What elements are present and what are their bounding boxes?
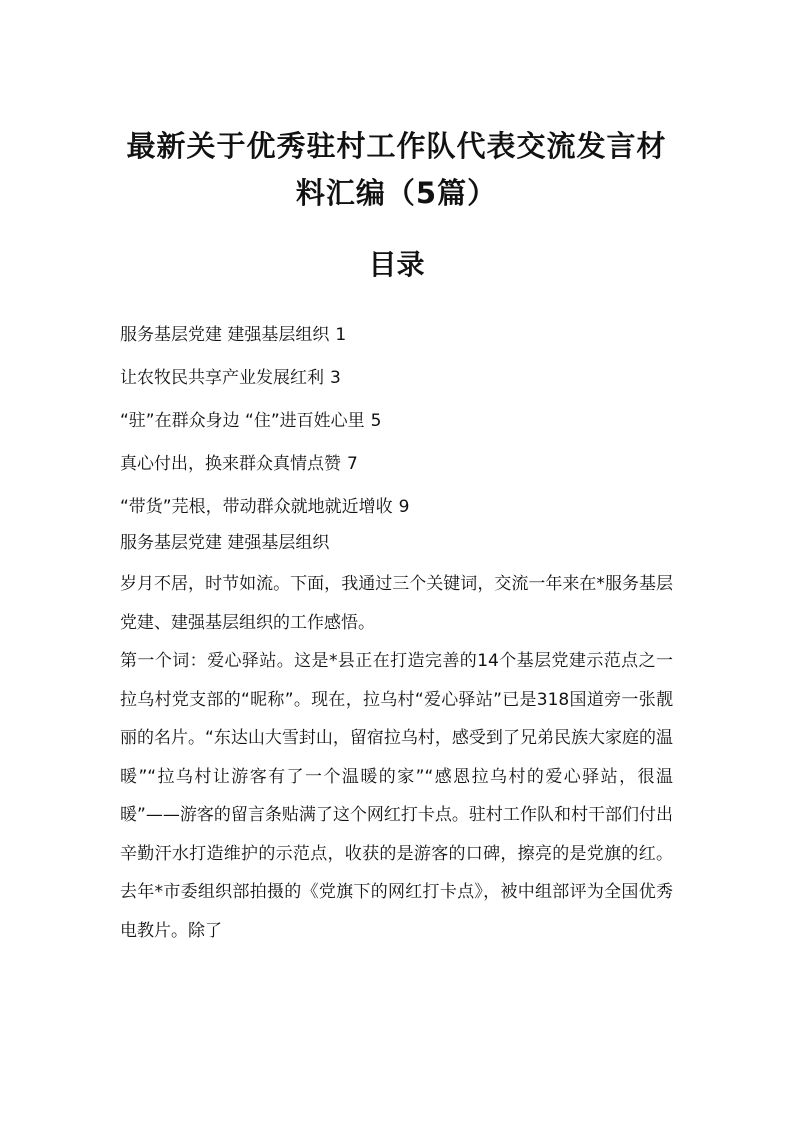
toc-entry[interactable] — [120, 400, 680, 443]
toc-heading: 目录 — [368, 248, 425, 281]
toc-entry-page: 5 — [370, 411, 382, 431]
toc-entry[interactable] — [120, 314, 680, 357]
toc-entry-page: 9 — [398, 497, 410, 517]
table-of-contents — [120, 314, 680, 529]
toc-entry-page: 1 — [335, 325, 347, 345]
toc-entry[interactable] — [120, 443, 680, 486]
toc-entry[interactable] — [120, 357, 680, 400]
document-title-line-2: 料汇编（5篇） — [295, 176, 498, 210]
toc-entry-label: 服务基层党建 建强基层组织 — [120, 325, 330, 345]
toc-entry-label: 真心付出，换来群众真情点赞 — [120, 454, 341, 474]
paragraph: 岁月不居，时节如流。下面，我通过三个关键词，交流一年来在*服务基层党建、建强基层组织的工作感悟。 — [120, 574, 673, 633]
body-text — [120, 565, 673, 950]
section-heading: 服务基层党建 建强基层组织 — [120, 533, 330, 553]
document-title-line-1: 最新关于优秀驻村工作队代表交流发言材 — [126, 129, 667, 163]
toc-entry-page: 7 — [347, 454, 358, 474]
toc-entry-label: “带货”芫根，带动群众就地就近增收 — [120, 497, 393, 517]
toc-entry-page: 3 — [330, 368, 341, 388]
toc-entry-label: “驻”在群众身边 “住”进百姓心里 — [120, 411, 365, 431]
toc-entry-label: 让农牧民共享产业发展红利 — [120, 368, 324, 388]
paragraph: 第一个词：爱心驿站。这是*县正在打造完善的14个基层党建示范点之一拉乌村党支部的“昵称”。现在，拉乌村“爱心驿站”已是318国道旁一张靓丽的名片。“东达山大雪封山，留宿拉乌村，感受到了兄弟民族大家庭的温暖”“拉乌村让游客有了一个温暖的家”“感恩拉乌村的爱心驿站，很温暖”——游客的留言条贴满了这个网红打卡点。驻村工作队和村干部们付出辛勤汗水打造维护的示范点，收获的是游客的口碑，擦亮的是党旗的红。去年*市委组织部拍摄的《党旗下的网红打卡点》，被中组部评为全国优秀电教片。除了 — [120, 651, 673, 941]
